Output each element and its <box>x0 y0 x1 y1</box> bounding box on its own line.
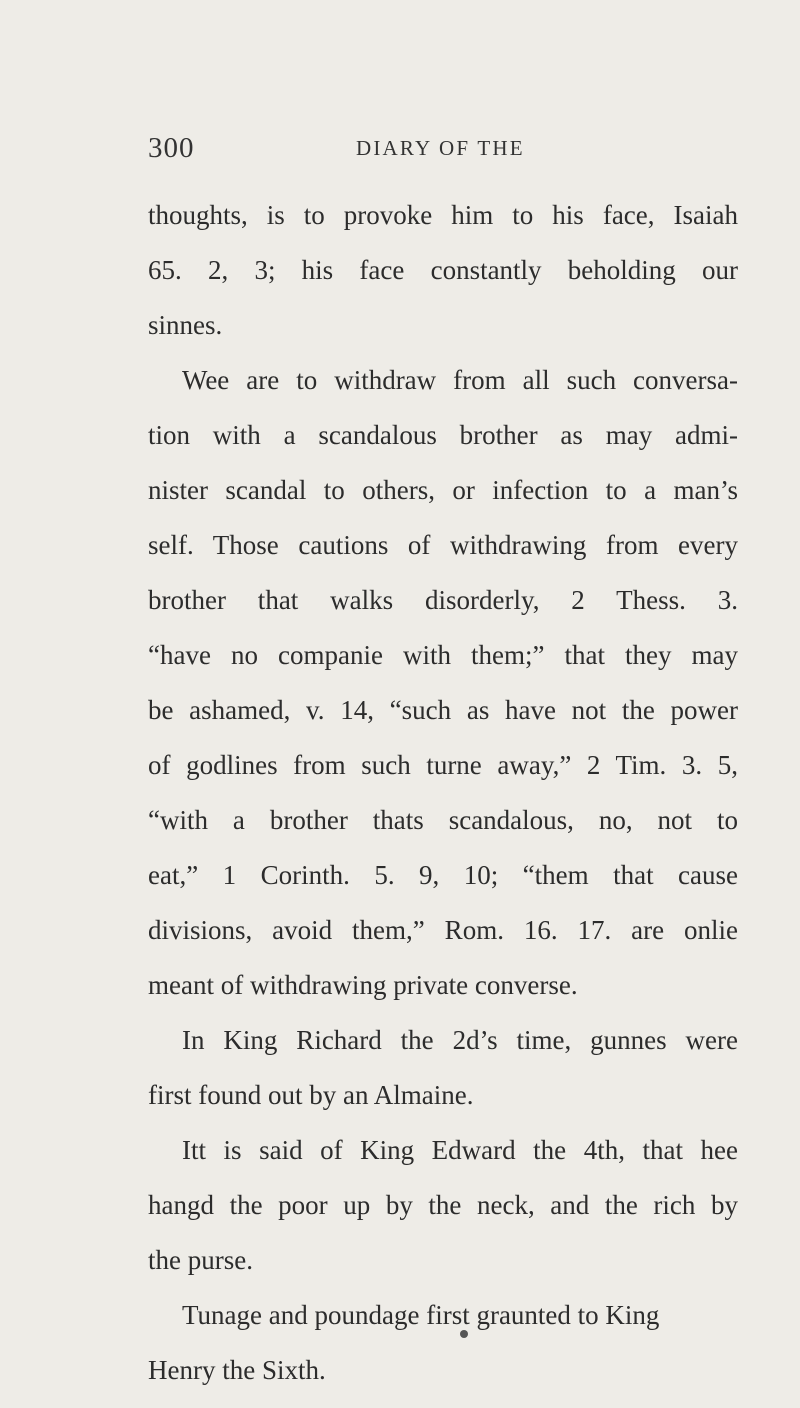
text-line: tion with a scandalous brother as may admi- <box>148 420 738 450</box>
text-line: Tunage and poundage first graunted to King <box>182 1300 660 1330</box>
text-line: Itt is said of King Edward the 4th, that hee <box>182 1135 738 1165</box>
text-line: the purse. <box>148 1245 253 1275</box>
text-line: 65. 2, 3; his face constantly beholding our <box>148 255 738 285</box>
text-line: first found out by an Almaine. <box>148 1080 474 1110</box>
text-line: nister scandal to others, or infection to a man’s <box>148 475 738 505</box>
text-line: meant of withdrawing private converse. <box>148 970 578 1000</box>
text-line: brother that walks disorderly, 2 Thess. 3. <box>148 585 738 615</box>
running-head <box>148 132 744 166</box>
text-line: thoughts, is to provoke him to his face, Isaiah <box>148 200 738 230</box>
page-number: 300 <box>148 132 195 164</box>
text-line: divisions, avoid them,” Rom. 16. 17. are onlie <box>148 915 738 945</box>
text-line: self. Those cautions of withdrawing from every <box>148 530 738 560</box>
text-line: be ashamed, v. 14, “such as have not the power <box>148 695 738 725</box>
text-line: of godlines from such turne away,” 2 Tim. 3. 5, <box>148 750 738 780</box>
text-line: In King Richard the 2d’s time, gunnes were <box>182 1025 738 1055</box>
ink-speck <box>460 1330 468 1338</box>
text-line: Henry the Sixth. <box>148 1355 326 1385</box>
text-line: hangd the poor up by the neck, and the rich by <box>148 1190 738 1220</box>
text-line: sinnes. <box>148 310 223 340</box>
body-text <box>148 188 738 1398</box>
text-line: “have no companie with them;” that they may <box>148 640 738 670</box>
text-line: “with a brother thats scandalous, no, not to <box>148 805 738 835</box>
text-line: Wee are to withdraw from all such conversa- <box>182 365 738 395</box>
text-line: eat,” 1 Corinth. 5. 9, 10; “them that cause <box>148 860 738 890</box>
header-title: DIARY OF THE <box>356 136 525 160</box>
